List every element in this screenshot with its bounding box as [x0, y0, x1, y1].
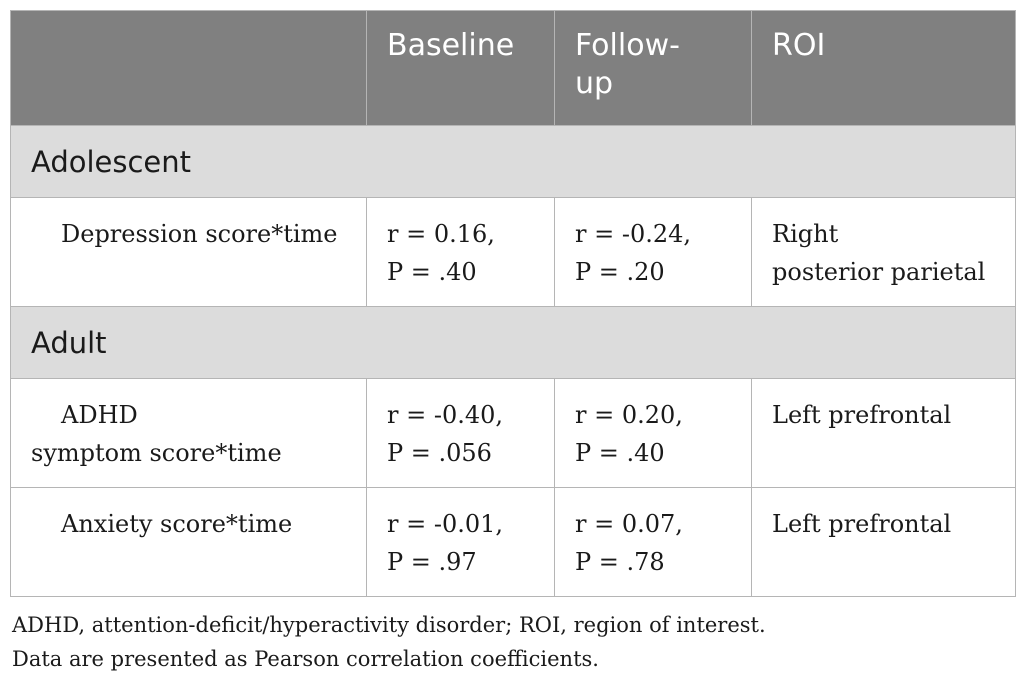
header-followup-line1: Follow-	[575, 28, 680, 63]
row-label-cell	[11, 488, 367, 597]
roi-line2: posterior parietal	[772, 258, 986, 286]
header-baseline-label: Baseline	[387, 28, 515, 63]
followup-cell	[555, 379, 752, 488]
header-row	[11, 11, 1016, 126]
followup-r: r = 0.07,	[575, 510, 683, 538]
roi-line1: Right	[772, 220, 839, 248]
baseline-cell	[367, 198, 555, 307]
baseline-p: P = .056	[387, 439, 492, 467]
table-row	[11, 488, 1016, 597]
followup-p: P = .40	[575, 439, 665, 467]
table-header	[11, 11, 1016, 126]
table-row	[11, 379, 1016, 488]
roi-cell	[752, 488, 1016, 597]
row-label-line1: ADHD	[61, 401, 138, 429]
section-row-adult	[11, 307, 1016, 379]
row-label-line2: symptom score*time	[31, 439, 282, 467]
footnote-data-description: Data are presented as Pearson correlation coefficients.	[12, 647, 599, 671]
roi-line1: Left prefrontal	[772, 401, 952, 429]
roi-line1: Left prefrontal	[772, 510, 952, 538]
header-empty-cell	[11, 11, 367, 126]
baseline-cell	[367, 379, 555, 488]
table-row	[11, 198, 1016, 307]
section-label-adult: Adult	[11, 307, 1016, 379]
baseline-r: r = -0.40,	[387, 401, 504, 429]
baseline-cell	[367, 488, 555, 597]
row-label-line1: Anxiety score*time	[61, 510, 293, 538]
followup-cell	[555, 198, 752, 307]
followup-r: r = 0.20,	[575, 401, 683, 429]
followup-p: P = .78	[575, 548, 665, 576]
header-followup	[555, 11, 752, 126]
table-footnotes	[12, 608, 766, 676]
section-row-adolescent	[11, 126, 1016, 198]
row-label-line1: Depression score*time	[61, 220, 338, 248]
followup-r: r = -0.24,	[575, 220, 692, 248]
header-followup-line2: up	[575, 66, 614, 101]
baseline-r: r = -0.01,	[387, 510, 504, 538]
header-roi-label: ROI	[772, 28, 826, 63]
roi-cell	[752, 198, 1016, 307]
results-table	[10, 10, 1016, 597]
baseline-p: P = .40	[387, 258, 477, 286]
followup-p: P = .20	[575, 258, 665, 286]
footnote-abbreviations: ADHD, attention-deficit/hyperactivity disorder; ROI, region of interest.	[12, 613, 766, 637]
header-roi	[752, 11, 1016, 126]
row-label-cell	[11, 379, 367, 488]
results-table-container	[10, 10, 1015, 597]
header-baseline	[367, 11, 555, 126]
baseline-r: r = 0.16,	[387, 220, 495, 248]
roi-cell	[752, 379, 1016, 488]
followup-cell	[555, 488, 752, 597]
section-label-adolescent: Adolescent	[11, 126, 1016, 198]
row-label-cell	[11, 198, 367, 307]
baseline-p: P = .97	[387, 548, 477, 576]
